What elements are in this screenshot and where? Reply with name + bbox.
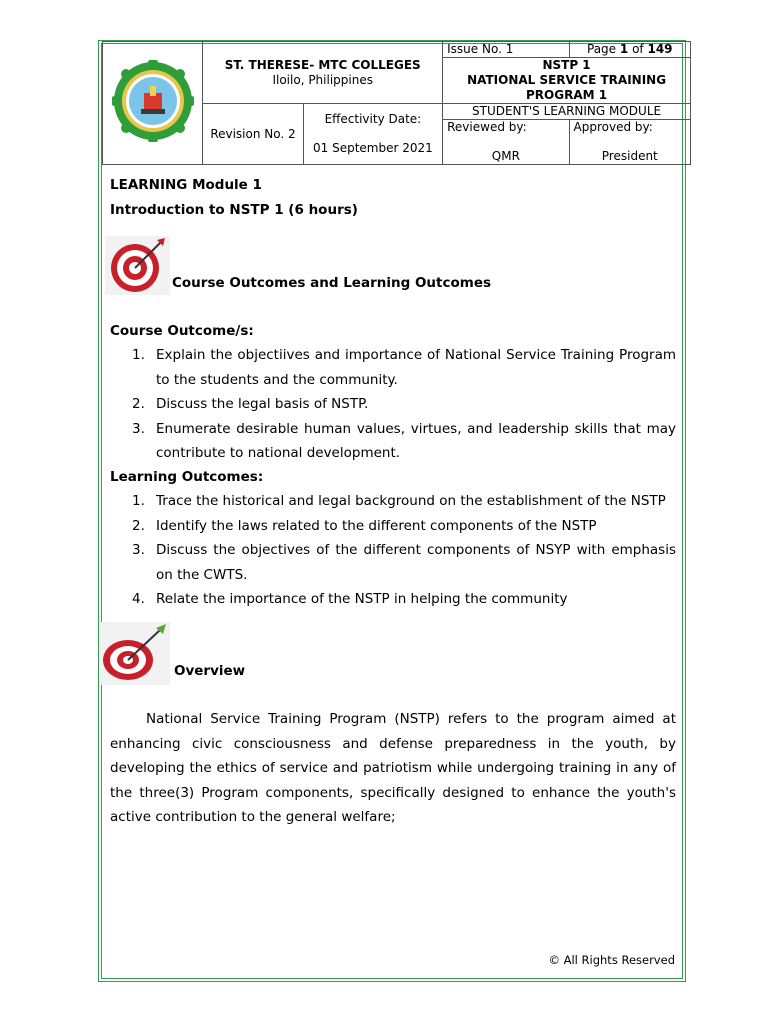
overview-paragraph: National Service Training Program (NSTP) refers to the program aimed at enhancing civic consciousness and defense preparedness in the youth, by developing the ethics of service and patriotism while undergoing training in any of the three(3) Program components, specifically designed to enhance the youth's active contribution to the general welfare;	[110, 711, 676, 825]
learning-outcomes-label: Learning Outcomes:	[110, 469, 264, 485]
list-item: 2. Discuss the legal basis of NSTP.	[132, 396, 369, 412]
school-name: ST. THERESE- MTC COLLEGES	[224, 57, 421, 72]
course-title-cell	[443, 58, 691, 104]
page-total: 149	[647, 42, 673, 56]
overview-heading: Overview	[174, 663, 246, 679]
course-title: NATIONAL SERVICE TRAINING PROGRAM 1	[467, 73, 667, 102]
school-location: Iloilo, Philippines	[272, 72, 373, 87]
list-item: 1. Explain the objectiives and importance of National Service Training Program to the students and the community.	[132, 347, 676, 388]
revision-cell: Revision No. 2	[203, 104, 303, 165]
approved-label: Approved by:	[573, 120, 653, 134]
issue-no: Issue No. 1	[443, 42, 569, 58]
copyright-footer: © All Rights Reserved	[548, 953, 675, 967]
list-item: 1. Trace the historical and legal background on the establishment of the NSTP	[132, 493, 666, 509]
approved-cell	[569, 120, 690, 165]
document-header-table	[102, 41, 691, 165]
outcomes-heading: Course Outcomes and Learning Outcomes	[172, 275, 492, 291]
school-seal-logo-icon	[112, 60, 194, 142]
course-code: NSTP 1	[542, 58, 591, 72]
module-title: LEARNING Module 1	[110, 177, 262, 193]
effectivity-label: Effectivity Date:	[324, 112, 422, 126]
target-dart-icon	[100, 622, 170, 685]
reviewed-label: Reviewed by:	[447, 120, 527, 134]
list-item: 3. Enumerate desirable human values, virtues, and leadership skills that may contribute to national development.	[132, 420, 676, 461]
logo-cell	[103, 42, 203, 165]
course-outcomes-label: Course Outcome/s:	[110, 323, 254, 339]
course-outcomes-list	[110, 343, 676, 466]
module-type: STUDENT'S LEARNING MODULE	[443, 104, 691, 120]
list-item: 2. Identify the laws related to the different components of the NSTP	[132, 517, 597, 534]
page-current: 1	[619, 42, 629, 56]
effectivity-cell	[303, 104, 442, 165]
effectivity-date: 01 September 2021	[313, 141, 433, 155]
learning-outcomes-list	[110, 489, 676, 612]
module-subtitle: Introduction to NSTP 1 (6 hours)	[110, 202, 358, 218]
target-dart-icon	[105, 236, 170, 295]
reviewed-value: QMR	[491, 149, 520, 163]
school-info-cell	[203, 42, 443, 104]
approved-value: President	[601, 149, 658, 163]
page-number: Page 1 of 149	[569, 42, 690, 58]
list-item: 3. Discuss the objectives of the different components of NSYP with emphasis on the CWTS.	[132, 542, 676, 583]
reviewed-cell	[443, 120, 569, 165]
list-item: 4. Relate the importance of the NSTP in helping the community	[132, 591, 568, 607]
